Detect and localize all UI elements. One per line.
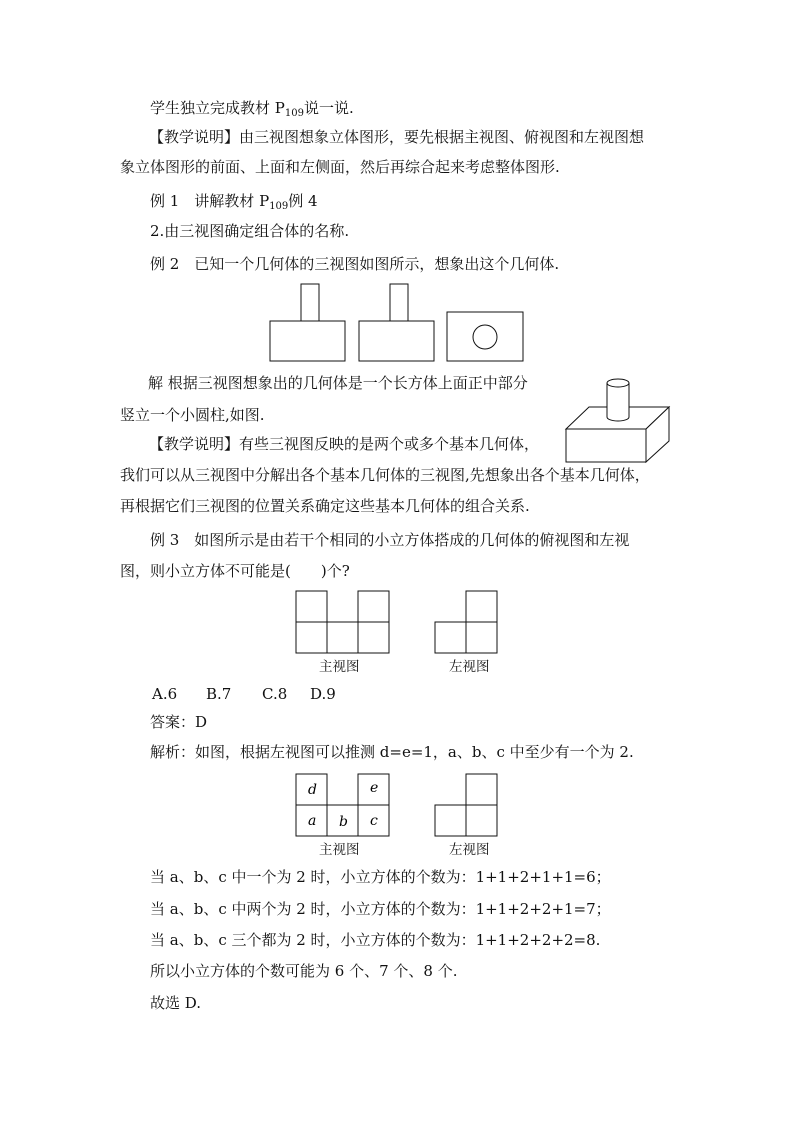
text-fragment: 学生独立完成教材 P — [150, 99, 285, 117]
subscript: 109 — [269, 201, 289, 212]
option-b: B.7 — [206, 685, 232, 703]
case-one-line: 当 a、b、c 中一个为 2 时，小立方体的个数为：1+1+2+1+1=6； — [150, 868, 611, 886]
teaching-note-2-line-1: 【教学说明】有些三视图反映的是两个或多个基本几何体， — [149, 435, 540, 453]
teaching-note-line-1: 【教学说明】由三视图想象立体图形，要先根据主视图、俯视图和左视图想 — [149, 128, 645, 146]
case-two-line: 当 a、b、c 中两个为 2 时，小立方体的个数为：1+1+2+2+1=7； — [150, 900, 611, 918]
main-view-label: 主视图 — [319, 659, 360, 675]
option-a: A.6 — [152, 685, 178, 703]
teaching-note-2-line-3: 再根据它们三视图的位置关系确定这些基本几何体的组合关系. — [120, 497, 530, 515]
example-2-line: 例 2 已知一个几何体的三视图如图所示，想象出这个几何体. — [150, 255, 560, 273]
final-choice-line: 故选 D. — [150, 994, 202, 1012]
analysis-grid-figure — [290, 770, 510, 842]
option-d: D.9 — [310, 685, 336, 703]
left-view-label: 左视图 — [449, 659, 490, 675]
cell-label-b: b — [339, 814, 348, 830]
text-line-1 — [150, 98, 354, 118]
teaching-note-line-2: 象立体图形的前面、上面和左侧面，然后再综合起来考虑整体图形. — [120, 158, 560, 176]
main-view-box — [270, 321, 345, 361]
example-3-line-1: 例 3 如图所示是由若干个相同的小立方体搭成的几何体的俯视图和左视 — [150, 531, 630, 549]
left-view-cylinder — [390, 284, 408, 321]
cell-label-a: a — [308, 813, 317, 829]
solution-line-1: 解 根据三视图想象出的几何体是一个长方体上面正中部分 — [148, 374, 528, 392]
text-fragment: 说一说. — [303, 99, 354, 117]
example-3-grid-figure — [290, 587, 510, 659]
section-2-heading: 2.由三视图确定组合体的名称. — [150, 222, 350, 240]
conclusion-line: 所以小立方体的个数可能为 6 个、7 个、8 个. — [150, 962, 458, 980]
top-view-circle — [473, 325, 497, 349]
teaching-note-2-line-2: 我们可以从三视图中分解出各个基本几何体的三视图,先想象出各个基本几何体， — [120, 466, 650, 484]
cell-label-e: e — [370, 780, 379, 796]
case-three-line: 当 a、b、c 三个都为 2 时，小立方体的个数为：1+1+2+2+2=8. — [150, 931, 601, 949]
top-view-box — [447, 312, 523, 361]
example-3-line-2: 图，则小立方体不可能是( )个? — [120, 562, 350, 580]
solution-line-2: 竖立一个小圆柱,如图. — [120, 406, 265, 424]
box-front-face — [566, 429, 646, 462]
solid-3d-figure — [565, 375, 685, 465]
option-c: C.8 — [262, 685, 288, 703]
answer-line: 答案：D — [150, 713, 208, 731]
cell-label-c: c — [370, 813, 378, 829]
main-view-cylinder — [301, 284, 319, 321]
three-views-figure — [260, 280, 530, 370]
text-fragment: 例 1 讲解教材 P — [150, 192, 270, 210]
text-fragment: 例 4 — [288, 192, 318, 210]
cylinder-body — [607, 383, 629, 421]
subscript: 109 — [284, 108, 304, 119]
example-1-line — [150, 191, 318, 211]
left-view-label-2: 左视图 — [449, 842, 490, 858]
analysis-line: 解析：如图，根据左视图可以推测 d=e=1，a、b、c 中至少有一个为 2. — [150, 743, 634, 761]
cylinder-top — [607, 379, 629, 387]
cell-label-d: d — [308, 782, 317, 798]
main-view-label-2: 主视图 — [319, 842, 360, 858]
left-view-box — [359, 321, 434, 361]
